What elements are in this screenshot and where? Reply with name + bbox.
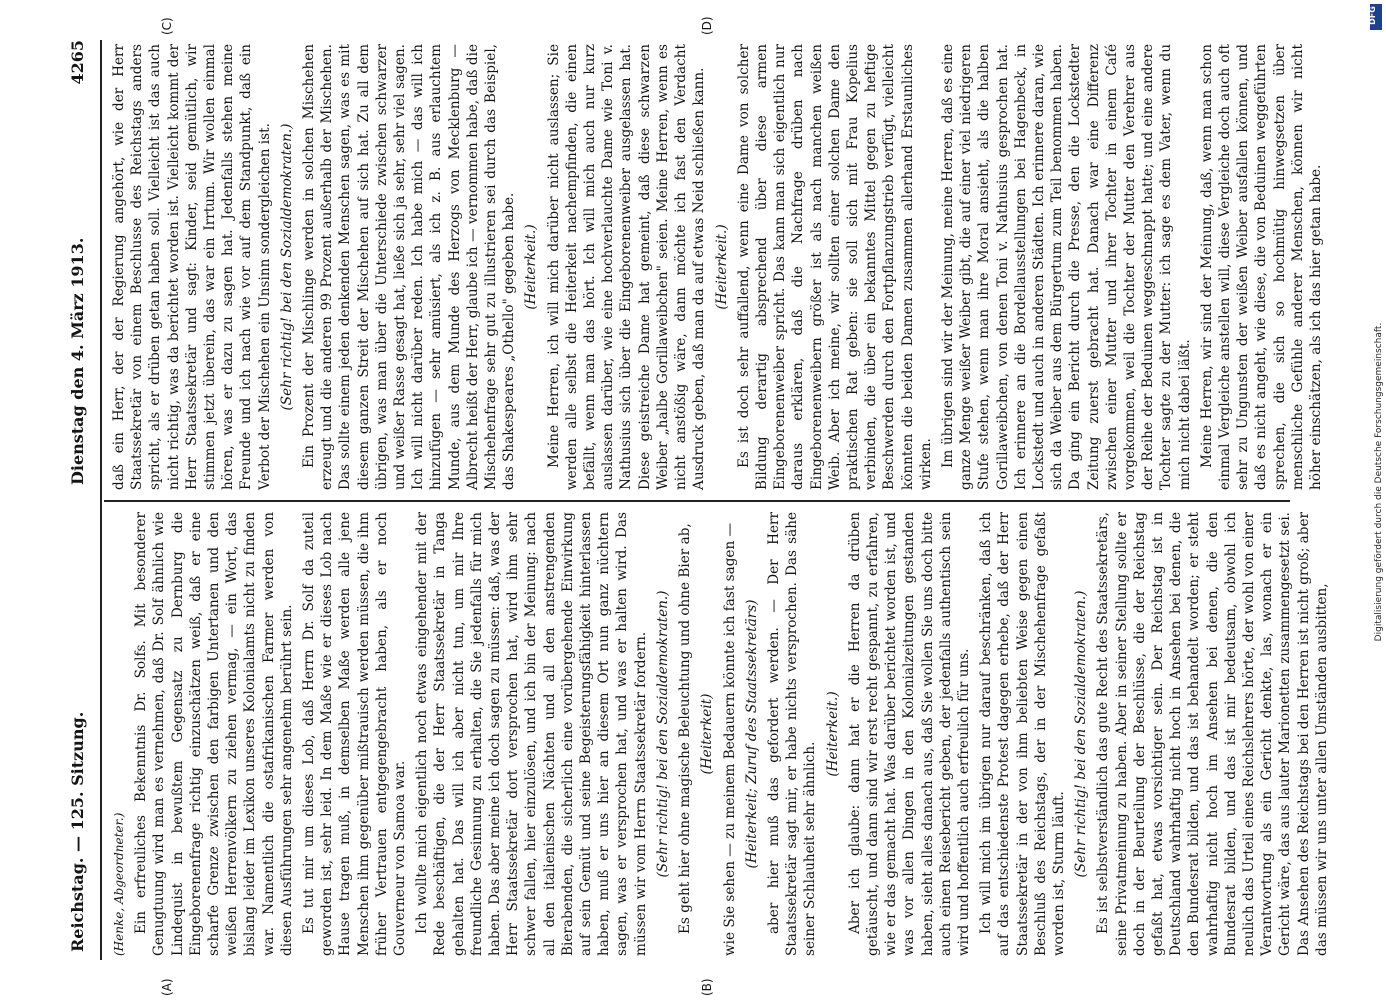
interjection: (Heiterkeit.) (713, 224, 730, 310)
paragraph: aber hier muß das gefordert werden. — Der Herr Staatssekretär sagt mir, er habe nichts versprochen. Das sähe seiner Schlauheit sehr ähnlich. (765, 512, 819, 956)
header-center: Dienstag den 4. März 1913. (68, 237, 87, 485)
dfg-logo: DFG (1370, 4, 1382, 30)
paragraph: daß ein Herr, der der Regierung angehört, wie der Herr Staatssekretär von einem Beschlusse des Reichstags anders spricht, als er drüben getan haben soll. Vielleicht ist das auch nicht richtig, was da berichtet worden ist. Vielleicht kommt der Herr Staatssekretär und sagt: Kinder, seid gemütlich, wir stimmen jetzt überein, das war ein Irrtum. Wir wollen einmal hören, was er dazu zu sagen hat. Jedenfalls stehen meine Freunde und ich nach wie vor auf dem Standpunkt, daß ein Verbot der Mischehen ein Unsinn sondergleichen ist. (111, 44, 273, 490)
digitization-credit: Digitalisierung gefördert durch die Deutsche Forschungsgemeinschaft. (1374, 322, 1384, 642)
paragraph: Ich will mich im übrigen nur darauf beschränken, daß ich auf das entschiedenste Protest dagegen erhebe, daß der Herr Staatssekretär in der von ihm beliebten Weise gegen einen Beschluß des Reichstags, der in der Mischehenfrage gefaßt worden ist, Sturm läuft. (978, 512, 1067, 956)
header-left: Reichstag. — 125. Sitzung. (68, 711, 87, 952)
paragraph: Ich wollte mich eigentlich noch etwas eingehender mit der Rede beschäftigen, die der Herr Staatssekretär in Tanga gehalten hat. Das will ich aber nicht tun, um mir Ihre freundliche Gesinnung zu erhalten, die Sie jedenfalls für mich haben. Das aber meine ich doch sagen zu müssen: daß, was der Herr Staatssekretär dort versprochen hat, wird ihm sehr schwer fallen, hier einzulösen, und ich bin der Meinung: nach all den italienischen Nächten und all den anstrengenden Bierabenden, die sicherlich eine vorübergehende Einwirkung auf sein Gemüt und seine Begeisterungsfähigkeit hinterlassen haben, muß er uns hier an diesem Ort nun ganz nüchtern sagen, was er versprochen hat, und was er halten wird. Das müssen wir vom Herrn Staatssekretär fordern. (414, 512, 649, 956)
interjection: (Heiterkeit.) (523, 224, 540, 310)
column-left (110, 512, 1330, 956)
interjection: (Sehr richtig! bei den Sozialdemokraten.) (278, 123, 295, 411)
interjection: (Heiterkeit; Zuruf des Staatssekretärs) (743, 599, 760, 869)
paragraph: Es tut mir um dieses Lob, daß Herrn Dr. Solf da zuteil geworden ist, sehr leid. In dem Maße wie er dieses Lob nach Hause tragen muß, in demselben Maße werden alle jene Menschen ihm gegenüber mißtrauisch werden müssen, die ihm früher Vertrauen entgegengebracht haben, als er noch Gouverneur von Samoa war. (301, 512, 409, 956)
speaker-note: (Henke, Abgeordneter.) (112, 812, 126, 956)
paragraph: Es ist doch sehr auffallend, wenn eine Dame von solcher Bildung derartig absprechend über diese armen Eingeborenenweiber spricht. Das kann man sich eigentlich nur daraus erklären, daß die Nachfrage drüben nach Eingeborenenweibern größer ist als nach manchen weißen Weib. Aber ich meine, wir sollten einer solchen Dame den praktischen Rat geben: sie soll sich mit Frau Kopelius verbinden, die über ein bekanntes Mittel gegen zu heftige Beschwerden durch den Fortpflanzungstrieb verfügt, vielleicht könnten die beiden Damen zusammen allerhand Erstaunliches wirken. (735, 44, 934, 490)
header-rule (100, 40, 102, 960)
paragraph: Meine Herren, wir sind der Meinung, daß, wenn man schon einmal Vergleiche anstellen will, diese Vergleiche doch auch oft sehr zu Ungunsten der weißen Weiber ausfallen können, und daß es nicht angeht, wie diese, die von Beduinen weggeführten sprechen, die sich so hochmütig hinwegsetzen über menschliche Gefühle anderer Menschen, können wir nicht höher einschätzen, als ich das hier getan habe. (1198, 44, 1324, 490)
interjection: (Sehr richtig! bei den Sozialdemokraten.) (1073, 590, 1090, 878)
paragraph: wie Sie sehen — zu meinem Bedauern könnte ich fast sagen — (721, 522, 738, 956)
interjection: (Heiterkeit) (699, 693, 716, 775)
margin-mark-d: (D) (700, 16, 714, 35)
paragraph: Im übrigen sind wir der Meinung, meine Herren, daß es eine ganze Menge weißer Weiber gibt, die auf einer viel niedrigeren Stufe stehen, wenn man ihre Moral ansieht, als die halben Gorillaweibchen, von denen Toni v. Nathusius gesprochen hat. Ich erinnere an die Bordellausstellungen bei Hagenbeck, in Lockstedt und auch in anderen Städten. Ich erinnere daran, wie sich da Weiber aus dem Bürgertum zum Teil benommen haben. Da ging ein Bericht durch die Presse, den die Lockstedter Zeitung zuerst gebracht hat. Danach war eine Differenz zwischen einer Mutter und ihrer Tochter in einem Café vorgekommen, weil die Tochter der Mutter den Verehrer aus der Reihe der Beduinen weggeschnappt hatte; und eine andere Tochter sagte zu der Mutter: ich sage es dem Vater, wenn du mich nicht dabei läßt. (939, 44, 1193, 490)
column-right (110, 44, 1324, 490)
interjection: (Heiterkeit.) (824, 691, 841, 777)
margin-mark-a: (A) (160, 978, 174, 996)
paragraph: Es geht hier ohne magische Beleuchtung und ohne Bier ab, (677, 523, 694, 934)
page-header (60, 40, 100, 960)
paragraph: Ein Prozent der Mischlinge werden in solchen Mischehen erzeugt und die anderen 99 Prozent außerhalb der Mischehen. Das sollte einem jeden denkenden Menschen sagen, was es mit diesem ganzen Streit der Mischehen auf sich hat. Zu all dem übrigen, was man über die Unterschiede zwischen schwarzer und weißer Rasse gesagt hat, ließe sich ja sehr, sehr viel sagen. Ich will nicht darüber reden. Ich habe mich — das will ich hinzufügen — sehr amüsiert, als ich z. B. aus erlauchtem Munde, aus dem Munde des Herzogs von Mecklenburg — Albrecht heißt der Herr, glaube ich — vernommen habe, daß die Mischehenfrage sehr gut zu illustrieren sei durch das Beispiel, das Shakespeares „Othello" gegeben habe. (301, 44, 518, 490)
margin-mark-c: (C) (160, 17, 174, 35)
margin-mark-b: (B) (700, 978, 714, 996)
paragraph: Meine Herren, ich will mich darüber nicht auslassen; Sie werden alle selbst die Heiterkeit nachempfinden, die einen befällt, wenn man das hört. Ich will mich auch nur kurz auslassen darüber, wie eine hochverlauchte Dame wie Toni v. Nathusius sich über die Eingeborenenweiber ausgelassen hat. Diese geistreiche Dame hat gemeint, daß diese schwarzen Weiber „halbe Gorillaweibchen" seien. Meine Herren, wenn es nicht anstößig wäre, dann möchte ich fast den Verdacht Ausdruck geben, daß man da auf etwas Neid schließen kann. (545, 44, 708, 490)
paragraph: Es ist selbstverständlich das gute Recht des Staatssekretärs, seine Privatmeinung zu haben. Aber in seiner Stellung sollte er doch in der Beurteilung der Beschlüsse, die der Reichstag gefaßt hat, etwas vorsichtiger sein. Der Reichstag ist in Deutschland wahrhaftig nicht hoch in Ansehen bei denen, die den Bundesrat bilden, und das ist behandelt worden; er steht wahrhaftig nicht hoch im Ansehen bei denen, die den Bundesrat bilden, und das ist mir bedeutsam, obwohl ich neulich das Urteil eines Reichslehrers hörte, der wohl von einer Verantwortung als ein Gericht denkte, las, wonach er ein Gericht wäre, das aus lauter Marionetten zusammengesetzt sei. Das Ansehen des Reichstags bei den Herren ist nicht groß; aber das müssen wir uns unter allen Umständen ausbitten, (1095, 512, 1330, 956)
page-number: 4265 (68, 40, 87, 85)
newspaper-page (60, 16, 1330, 996)
paragraph: Ein erfreuliches Bekenntnis Dr. Solfs. Mit besonderer Genugtuung wird man es vernehmen, daß Dr. Solf ähnlich wie Lindequist in bewußtem Gegensatz zu Dernburg die Eingeborenenfrage richtig einzuschätzen weiß, daß er eine scharfe Grenze zwischen den farbigen Untertanen und den weißen Herrenvölkern zu ziehen vermag, — ein Wort, das bislang leider im Lexikon unseres Kolonialamts nicht zu finden war. Namentlich die ostafrikanischen Farmer werden von diesen Ausführungen sehr angenehm berührt sein. (133, 512, 295, 956)
paragraph: Aber ich glaube: dann hat er die Herren da drüben getäuscht, und dann sind wir erst recht gespannt, zu erfahren, wie er das gemacht hat. Was darüber berichtet worden ist, und was vor allen Dingen in den Kolonialzeitungen gestanden haben, sieht alles danach aus, daß Sie wollen Sie uns doch bitte auch einen Reisebericht geben, der jedenfalls authentisch sein wird und hoffentlich auch erfreulich für uns. (846, 512, 972, 956)
column-rule (104, 500, 1290, 502)
interjection: (Sehr richtig! bei den Sozialdemokraten.) (654, 590, 671, 878)
